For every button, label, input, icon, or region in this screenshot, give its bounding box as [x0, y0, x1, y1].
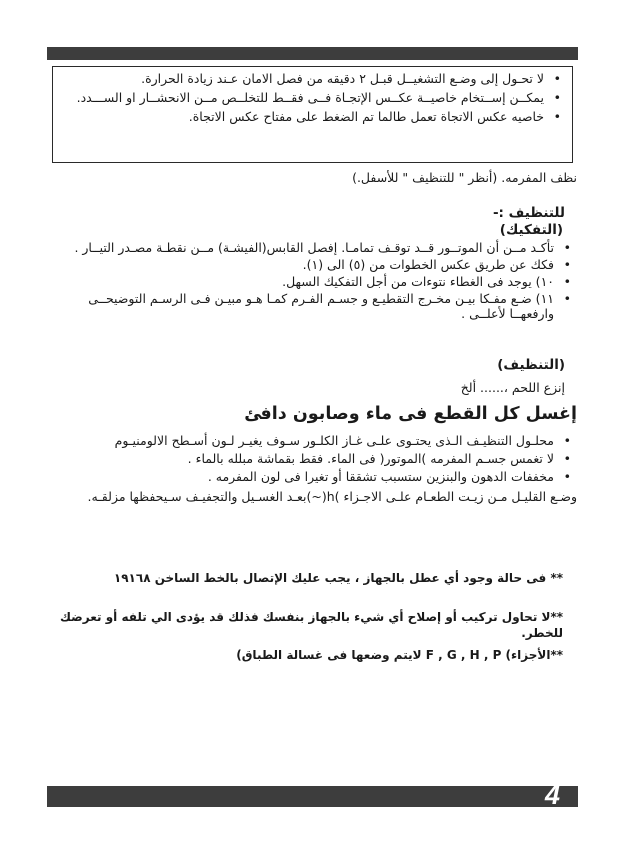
page-number: 4: [544, 780, 560, 810]
warning-list: [59, 71, 566, 125]
list-item: • ١١) ضـع مفـكا بيـن مخـرج التقطيـع و جسـم الفـرم كمـا هـو مبيـن فـى الرسـم التوضيحــى وارفعهــا لأعلــى .: [46, 291, 576, 321]
repair-warning-note: **لا تحاول تركيب أو إصلاح أي شيء بالجهاز بنفسك فذلك قد يؤدى الي تلفه أو تعرضك للخطر.: [60, 610, 563, 640]
list-item: • خاصيه عكس الاتجاة تعمل طالما تم الضغط على مفتاح عكس الاتجاة.: [59, 109, 566, 125]
cleaning-subheading: (التنظيف): [497, 357, 565, 373]
list-item: • يمكــن إســتخام خاصيــة عكــس الإتجـاة فــى فقــط للتخلــص مــن الانحشــار او الســـدد.: [59, 90, 566, 106]
oil-instruction: وضـع القليـل مـن زيـت الطعـام علـى الاجـزاء )h(~)بعـد الغسـيل والتجفيـف سـيحفظها مزلقـه.: [87, 489, 577, 504]
list-item: • تأكـد مــن أن الموتــور قــد توقـف تمامـا. إفصل القابس(الفيشـة) مــن نقطـة مصـدر التيــار .: [46, 240, 576, 255]
list-item: • لا تحـول إلى وضـع التشغيــل قبـل ٢ دقيقه من فصل الامان عـند زيادة الحرارة.: [59, 71, 566, 87]
list-item: • مخففات الدهون والبنزين ستسبب تشققا أو تغيرا فى لون المفرمه .: [46, 469, 576, 485]
wash-heading: إغسل كل القطع فى ماء وصابون دافئ: [244, 404, 577, 424]
list-item: • لا تغمس جسـم المفرمه )الموتور( فى الماء. فقط بقماشة مبلله بالماء .: [46, 451, 576, 467]
clean-instruction: نظف المفرمه. (أنظر " للتنظيف " للأسفل.): [352, 170, 577, 185]
list-item: • ١٠) يوجد فى الغطاء نتوءات من أجل التفكيك السهل.: [46, 274, 576, 289]
dishwasher-note: **الأجزاء) F , G , H , P لايتم وضعها فى غسالة الطباق): [236, 648, 563, 662]
list-item: • محلـول التنظيـف الـذى يحتـوى علـى غـاز الكلـور سـوف يغيـر لـون أسـطح الالومنيـوم: [46, 433, 576, 449]
remove-meat-text: إنزع اللحم ،...... ألخ: [460, 380, 565, 395]
list-item: • فكك عن طريق عكس الخطوات من (٥) الى (١).: [46, 257, 576, 272]
cleaning-heading: للتنظيف :-: [492, 205, 565, 221]
disassembly-heading: (التفكيك): [499, 222, 563, 238]
warning-box: [52, 66, 573, 163]
footer-bar: [47, 780, 578, 810]
hotline-note: ** فى حالة وجود أي عطل بالجهاز ، يجب عليك الإتصال بالخط الساخن ١٩١٦٨: [113, 571, 563, 585]
wash-list: [46, 433, 576, 485]
disassembly-list: [46, 240, 576, 321]
header-bar: [47, 47, 578, 60]
